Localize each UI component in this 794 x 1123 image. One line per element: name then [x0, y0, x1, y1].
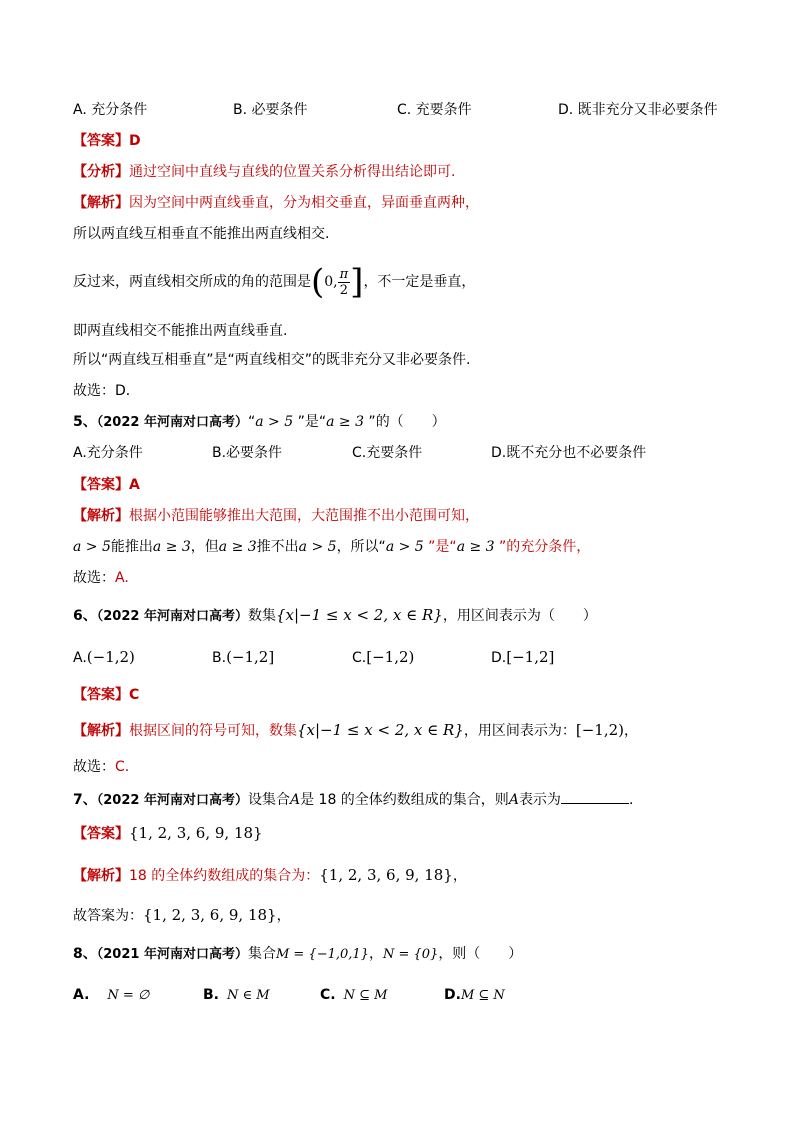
q7-answer-blank: [561, 789, 629, 804]
answer-label: 【答案】: [73, 133, 129, 149]
q5-stem: 5、（2022 年河南对口高考）“a > 5 ”是“a ≥ 3 ”的（ ）: [73, 414, 446, 430]
q6-solution: 【解析】根据区间的符号可知，数集{x|−1 ≤ x < 2, x ∈ R}，用区间表示为：[−1,2)，: [73, 721, 638, 739]
analysis-label: 【分析】: [73, 164, 129, 180]
pi-over-2-fraction: $\frac{\pi}{2}$: [339, 266, 349, 298]
q4-solution-line-2: 所以两直线互相垂直不能推出两直线相交.: [73, 226, 330, 242]
q7-final: 故答案为：{1, 2, 3, 6, 9, 18}，: [73, 906, 291, 924]
q4-solution-line-1: 【解析】因为空间中两直线垂直，分为相交垂直，异面垂直两种，: [73, 195, 479, 211]
q4-option-c: C. 充要条件: [397, 102, 472, 118]
q6-stem: 6、（2022 年河南对口高考）数集{x|−1 ≤ x < 2, x ∈ R}，用区间表示为（ ）: [73, 606, 597, 624]
q4-option-b: B. 必要条件: [233, 102, 308, 118]
q7-stem: 7、（2022 年河南对口高考）设集合A是 18 的全体约数组成的集合，则A表示为 .: [73, 789, 633, 811]
q5-option-b: B.必要条件: [212, 445, 283, 461]
q8-option-b: B. N ∈ M: [203, 987, 270, 1003]
q5-choose: 故选：A.: [73, 570, 129, 586]
q6-choose: 故选：C.: [73, 759, 130, 775]
q4-choose: 故选：D．: [73, 383, 140, 399]
q5-option-c: C.充要条件: [352, 445, 423, 461]
q7-solution: 【解析】18 的全体约数组成的集合为：{1, 2, 3, 6, 9, 18}，: [73, 866, 467, 884]
q4-solution-line-5: 所以“两直线互相垂直”是“两直线相交”的既非充分又非必要条件.: [73, 352, 471, 368]
q6-option-a: A.(−1,2): [73, 648, 135, 666]
q5-answer: 【答案】A: [73, 477, 140, 493]
q6-option-b: B.(−1,2]: [212, 648, 275, 666]
q5-solution-line-1: 【解析】根据小范围能够推出大范围，大范围推不出小范围可知，: [73, 508, 479, 524]
q4-option-a: A. 充分条件: [73, 102, 148, 118]
q5-solution-line-2: a > 5能推出a ≥ 3，但a ≥ 3推不出a > 5，所以“a > 5 ”是“a ≥ 3 ”的充分条件，: [73, 539, 591, 555]
q6-option-c: C.[−1,2): [352, 648, 415, 666]
q4-solution-line-4: 即两直线相交不能推出两直线垂直.: [73, 323, 288, 339]
q4-analysis: 【分析】通过空间中直线与直线的位置关系分析得出结论即可.: [73, 164, 456, 180]
q8-option-a: A. N = ∅: [73, 987, 150, 1003]
solution-label: 【解析】: [73, 195, 129, 211]
q4-solution-line-3: 反过来，两直线相交所成的角的范围是(0, $\frac{\pi}{2}$ ]，不一定是垂直，: [73, 262, 476, 302]
q5-option-d: D.既不充分也不必要条件: [491, 445, 647, 461]
q4-answer-value: D: [129, 133, 141, 149]
q5-option-a: A.充分条件: [73, 445, 143, 461]
q8-stem: 8、（2021 年河南对口高考）集合M = {−1,0,1}，N = {0}，则（ ）: [73, 946, 523, 962]
q7-answer: 【答案】{1, 2, 3, 6, 9, 18}: [73, 824, 263, 842]
q6-answer: 【答案】C: [73, 687, 140, 703]
q4-option-d: D. 既非充分又非必要条件: [558, 102, 718, 118]
q4-answer: [73, 131, 141, 151]
q8-option-d: D.M ⊆ N: [444, 987, 505, 1003]
q6-option-d: D.[−1,2]: [491, 648, 555, 666]
q8-option-c: C. N ⊆ M: [320, 987, 388, 1003]
